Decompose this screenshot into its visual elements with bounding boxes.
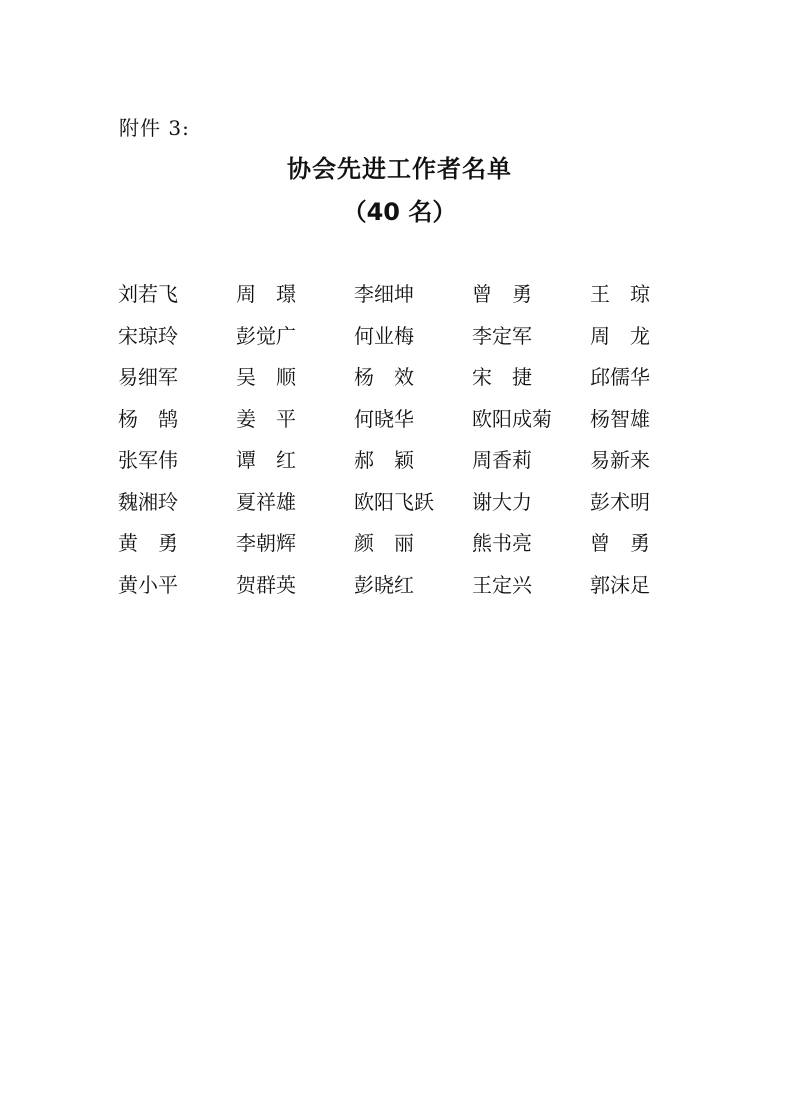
name-entry: 宋琼玲 (118, 323, 178, 348)
names-grid (118, 279, 678, 611)
name-entry: 杨鹄 (118, 406, 198, 431)
name-entry: 何晓华 (354, 406, 414, 431)
name-entry: 杨智雄 (590, 406, 650, 431)
name-entry: 谭红 (236, 448, 316, 472)
name-entry: 黄勇 (118, 531, 198, 555)
name-entry: 易新来 (590, 448, 650, 472)
name-entry: 李定军 (472, 323, 532, 348)
name-entry: 邱儒华 (590, 365, 650, 389)
name-entry: 欧阳飞跃 (354, 489, 434, 514)
name-entry: 王定兴 (472, 572, 532, 597)
name-entry: 李朝辉 (236, 531, 296, 555)
name-entry: 王琼 (590, 282, 670, 306)
name-entry: 彭晓红 (354, 572, 414, 597)
name-entry: 吴顺 (236, 365, 316, 389)
name-entry: 谢大力 (472, 489, 532, 514)
name-entry: 李细坤 (354, 282, 414, 306)
name-entry: 姜平 (236, 406, 316, 431)
name-entry: 黄小平 (118, 572, 178, 597)
name-entry: 刘若飞 (118, 282, 178, 306)
attachment-label: 附件 3: (119, 116, 190, 140)
name-entry: 周龙 (590, 323, 670, 348)
name-entry: 何业梅 (354, 323, 414, 348)
name-entry: 易细军 (118, 365, 178, 389)
name-entry: 颜丽 (354, 531, 434, 555)
name-entry: 郭沫足 (590, 572, 650, 597)
name-entry: 张军伟 (118, 448, 178, 472)
name-entry: 周香莉 (472, 448, 532, 472)
name-entry: 贺群英 (236, 572, 296, 597)
name-entry: 夏祥雄 (236, 489, 296, 514)
name-entry: 熊书亮 (472, 531, 532, 555)
name-entry: 郝颖 (354, 448, 434, 472)
name-entry: 彭觉广 (236, 323, 296, 348)
name-entry: 魏湘玲 (118, 489, 178, 514)
name-count: （40 名） (342, 198, 457, 226)
name-entry: 曾勇 (472, 282, 552, 306)
name-entry: 杨效 (354, 365, 434, 389)
name-entry: 彭术明 (590, 489, 650, 514)
name-entry: 欧阳成菊 (472, 406, 552, 431)
document-title: 协会先进工作者名单 (287, 155, 512, 183)
name-entry: 宋捷 (472, 365, 552, 389)
name-entry: 周璟 (236, 282, 316, 306)
name-entry: 曾勇 (590, 531, 670, 555)
